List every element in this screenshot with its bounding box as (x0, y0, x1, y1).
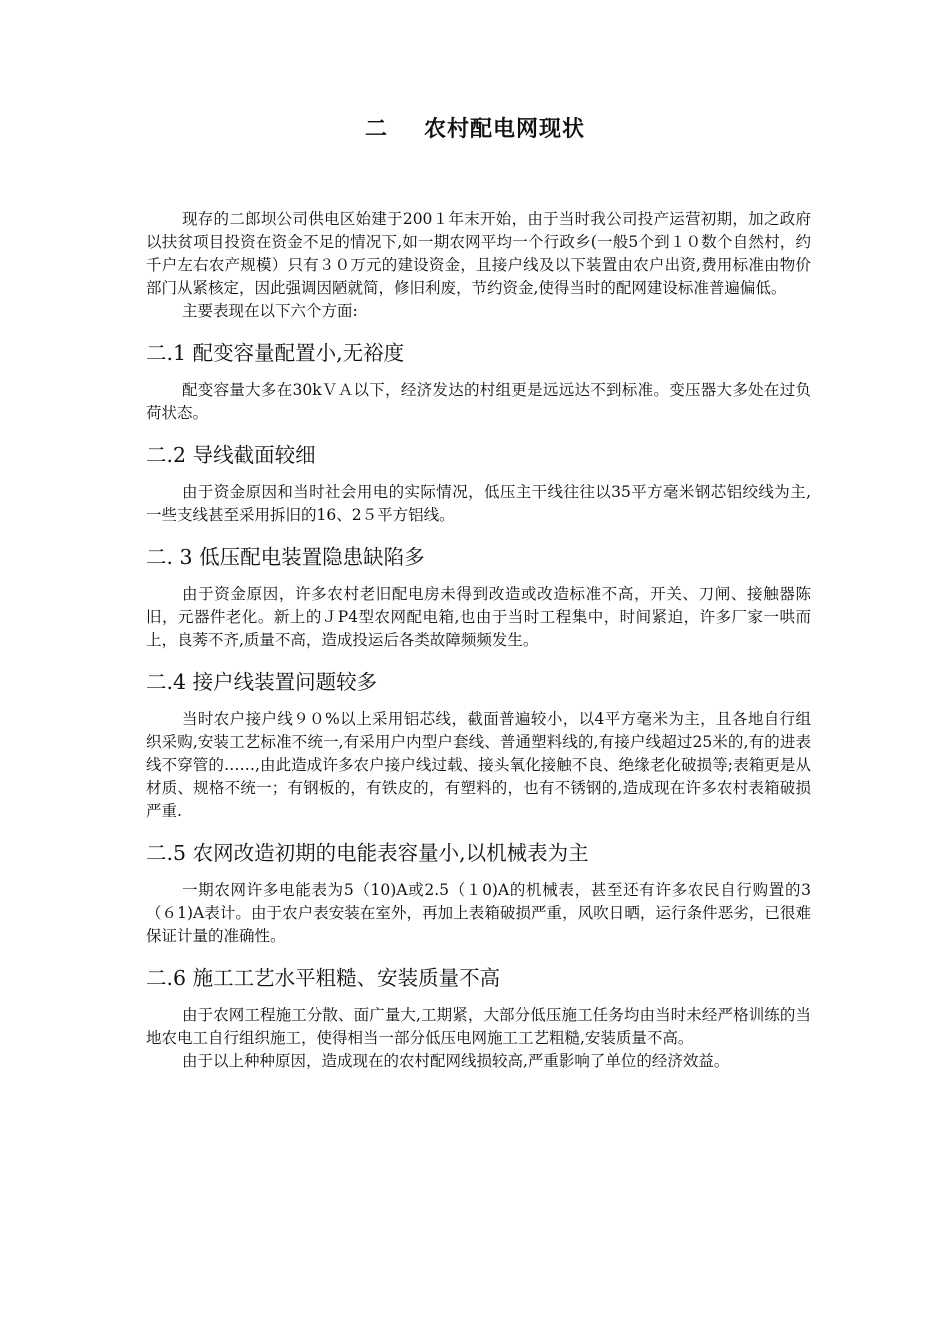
section-heading: 二.4 接户线装置问题较多 (146, 670, 378, 694)
section-heading: 二.5 农网改造初期的电能表容量小,以机械表为主 (146, 841, 589, 865)
intro-paragraph: 现存的二郎坝公司供电区始建于200１年末开始，由于当时我公司投产运营初期，加之政府以扶贫项目投资在资金不足的情况下,如一期农网平均一个行政乡(一般5个到１０数个自然村，约千户左右农产规模）只有３０万元的建设资金，且接户线及以下装置由农户出资,费用标准由物价部门从紧核定，因此强调因陋就简，修旧利废，节约资金,使得当时的配网建设标准普遍偏低。 (146, 210, 811, 297)
page-title (0, 112, 950, 143)
title-number: 二 (364, 117, 388, 142)
intro-paragraph: 主要表现在以下六个方面: (182, 302, 358, 320)
section-paragraph: 由于资金原因和当时社会用电的实际情况，低压主干线往往以35平方毫米钢芯铝绞线为主,一些支线甚至采用拆旧的16、2５平方铝线。 (146, 483, 811, 524)
section-heading: 二.6 施工工艺水平粗糙、安装质量不高 (146, 966, 501, 990)
section-paragraph: 由于资金原因，许多农村老旧配电房未得到改造或改造标准不高，开关、刀闸、接触器陈旧，元器件老化。新上的ＪP4型农网配电箱,也由于当时工程集中，时间紧迫，许多厂家一哄而上，良莠不齐,质量不高，造成投运后各类故障频频发生。 (146, 585, 811, 649)
title-text: 农村配电网现状 (424, 117, 586, 142)
section-paragraph: 当时农户接户线９０%以上采用铝芯线，截面普遍较小，以4平方毫米为主，且各地自行组织采购,安装工艺标准不统一,有采用户内型户套线、普通塑料线的,有接户线超过25米的,有的进表线不穿管的……,由此造成许多农户接户线过载、接头氧化接触不良、绝缘老化破损等;表箱更是从材质、规格不统一；有钢板的，有铁皮的，有塑料的，也有不锈钢的,造成现在许多农村表箱破损严重. (146, 710, 811, 820)
section-heading: 二.2 导线截面较细 (146, 443, 316, 467)
document-body (146, 208, 811, 1073)
section-paragraph: 由于农网工程施工分散、面广量大,工期紧，大部分低压施工任务均由当时未经严格训练的当地农电工自行组织施工，使得相当一部分低压电网施工工艺粗糙,安装质量不高。 (146, 1006, 811, 1047)
section-heading: 二. 3 低压配电装置隐患缺陷多 (146, 545, 425, 569)
section-heading: 二.1 配变容量配置小,无裕度 (146, 341, 405, 365)
closing-paragraph: 由于以上种种原因，造成现在的农村配网线损较高,严重影响了单位的经济效益。 (182, 1052, 730, 1070)
section-paragraph: 配变容量大多在30kＶＡ以下，经济发达的村组更是远远达不到标准。变压器大多处在过负荷状态。 (146, 381, 811, 422)
section-paragraph: 一期农网许多电能表为5（10)A或2.5（１0)A的机械表，甚至还有许多农民自行购置的3（６1)A表计。由于农户表安装在室外，再加上表箱破损严重，风吹日晒，运行条件恶劣，已很难保证计量的准确性。 (146, 881, 811, 945)
